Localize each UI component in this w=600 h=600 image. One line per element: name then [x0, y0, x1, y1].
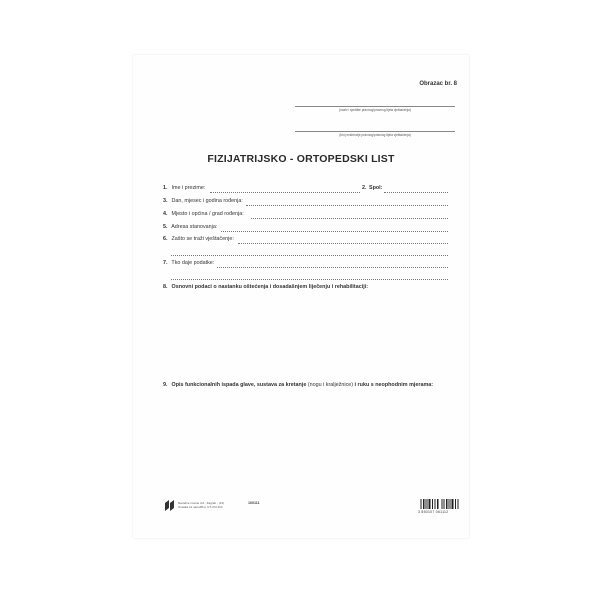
field-birth-date [163, 198, 243, 204]
institution-name-caption: (naziv i sjedište pravnog/pravnog tijela vještačenja) [339, 108, 411, 112]
publisher-line-1: Narodne novine d.d., Zagreb - (13) [178, 501, 225, 505]
field-number: 2. [362, 185, 367, 191]
birth-place-input-line[interactable] [251, 218, 448, 219]
field-number: 4. [163, 211, 168, 217]
institution-record-caption: (broj evidencije pravnog/pravnog tijela vještačenja) [339, 133, 411, 137]
informant-input-line-2[interactable] [171, 279, 448, 280]
section-number: 8. [163, 284, 168, 290]
field-reason [163, 236, 234, 242]
field-address [163, 224, 217, 230]
barcode-number: 3 850107 061112 [418, 510, 449, 514]
field-birth-place [163, 211, 244, 217]
field-number: 6. [163, 236, 168, 242]
field-number: 5. [163, 224, 168, 230]
section-label-c: i ruku s neophodnim mjerama: [353, 382, 434, 388]
barcode [420, 499, 460, 509]
section-label: Osnovni podaci o nastanku oštećenja i dosadašnjem liječenju i rehabilitaciji: [171, 284, 369, 290]
publisher-line-2: Ovaska za narudžbu: UT-XIV-110 [178, 505, 223, 509]
field-label: Mjesto i općina / grad rođenja: [171, 211, 244, 217]
section-label-a: Opis funkcionalnih ispada glave, sustava za kretanje [171, 382, 308, 388]
field-label: Tko daje podatke: [171, 260, 215, 266]
field-sex [362, 185, 382, 191]
field-label: Ime i prezime: [171, 185, 206, 191]
section-9-heading [163, 382, 433, 388]
field-number: 3. [163, 198, 168, 204]
field-label: Adresa stanovanja: [171, 224, 218, 230]
name-input-line[interactable] [210, 192, 360, 193]
publisher-logo-icon [165, 500, 175, 511]
form-title: FIZIJATRIJSKO - ORTOPEDSKI LIST [207, 153, 395, 165]
section-9-input-area[interactable] [163, 390, 448, 490]
publication-code: 160111 [248, 501, 260, 505]
field-informant [163, 260, 214, 266]
institution-record-line[interactable] [295, 131, 455, 132]
institution-name-line[interactable] [295, 106, 455, 107]
field-label: Spol: [369, 185, 383, 191]
informant-input-line-1[interactable] [217, 267, 448, 268]
form-sheet [133, 55, 469, 538]
field-label: Dan, mjesec i godina rođenja: [171, 198, 243, 204]
reason-input-line-1[interactable] [238, 243, 448, 244]
field-name [163, 185, 205, 191]
section-number: 9. [163, 382, 168, 388]
field-number: 7. [163, 260, 168, 266]
birth-date-input-line[interactable] [246, 205, 448, 206]
section-8-heading [163, 284, 368, 290]
section-8-input-area[interactable] [163, 292, 448, 377]
reason-input-line-2[interactable] [171, 255, 448, 256]
field-number: 1. [163, 185, 168, 191]
field-label: Zašto se traži vještačenje: [171, 236, 234, 242]
section-label-b: (nogu i kralježnice) [307, 382, 354, 388]
form-number: Obrazac br. 8 [419, 81, 457, 87]
sex-input-line[interactable] [384, 192, 448, 193]
address-input-line[interactable] [221, 231, 448, 232]
